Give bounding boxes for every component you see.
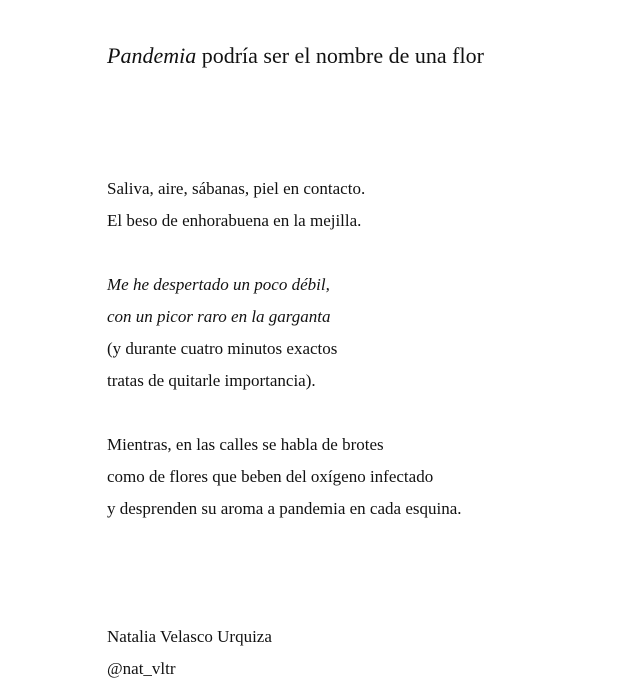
stanza-2-line-2: con un picor raro en la garganta — [107, 307, 331, 326]
author-handle: @nat_vltr — [107, 659, 176, 678]
author-name: Natalia Velasco Urquiza — [107, 627, 272, 646]
stanza-1-line-1: Saliva, aire, sábanas, piel en contacto. — [107, 179, 366, 198]
poem-title-italic: Pandemia — [107, 43, 197, 68]
stanza-3-line-3: y desprenden su aroma a pandemia en cada esquina. — [107, 499, 462, 518]
stanza-3-line-2: como de flores que beben del oxígeno infectado — [107, 467, 434, 486]
stanza-2-line-1: Me he despertado un poco débil, — [107, 275, 330, 294]
poem-title — [107, 41, 484, 71]
stanza-1-line-2: El beso de enhorabuena en la mejilla. — [107, 211, 362, 230]
stanza-2-line-4: tratas de quitarle importancia). — [107, 371, 316, 390]
poem-title-rest: podría ser el nombre de una flor — [196, 43, 484, 68]
stanza-3-line-1: Mientras, en las calles se habla de brotes — [107, 435, 384, 454]
stanza-2-line-3: (y durante cuatro minutos exactos — [107, 339, 338, 358]
